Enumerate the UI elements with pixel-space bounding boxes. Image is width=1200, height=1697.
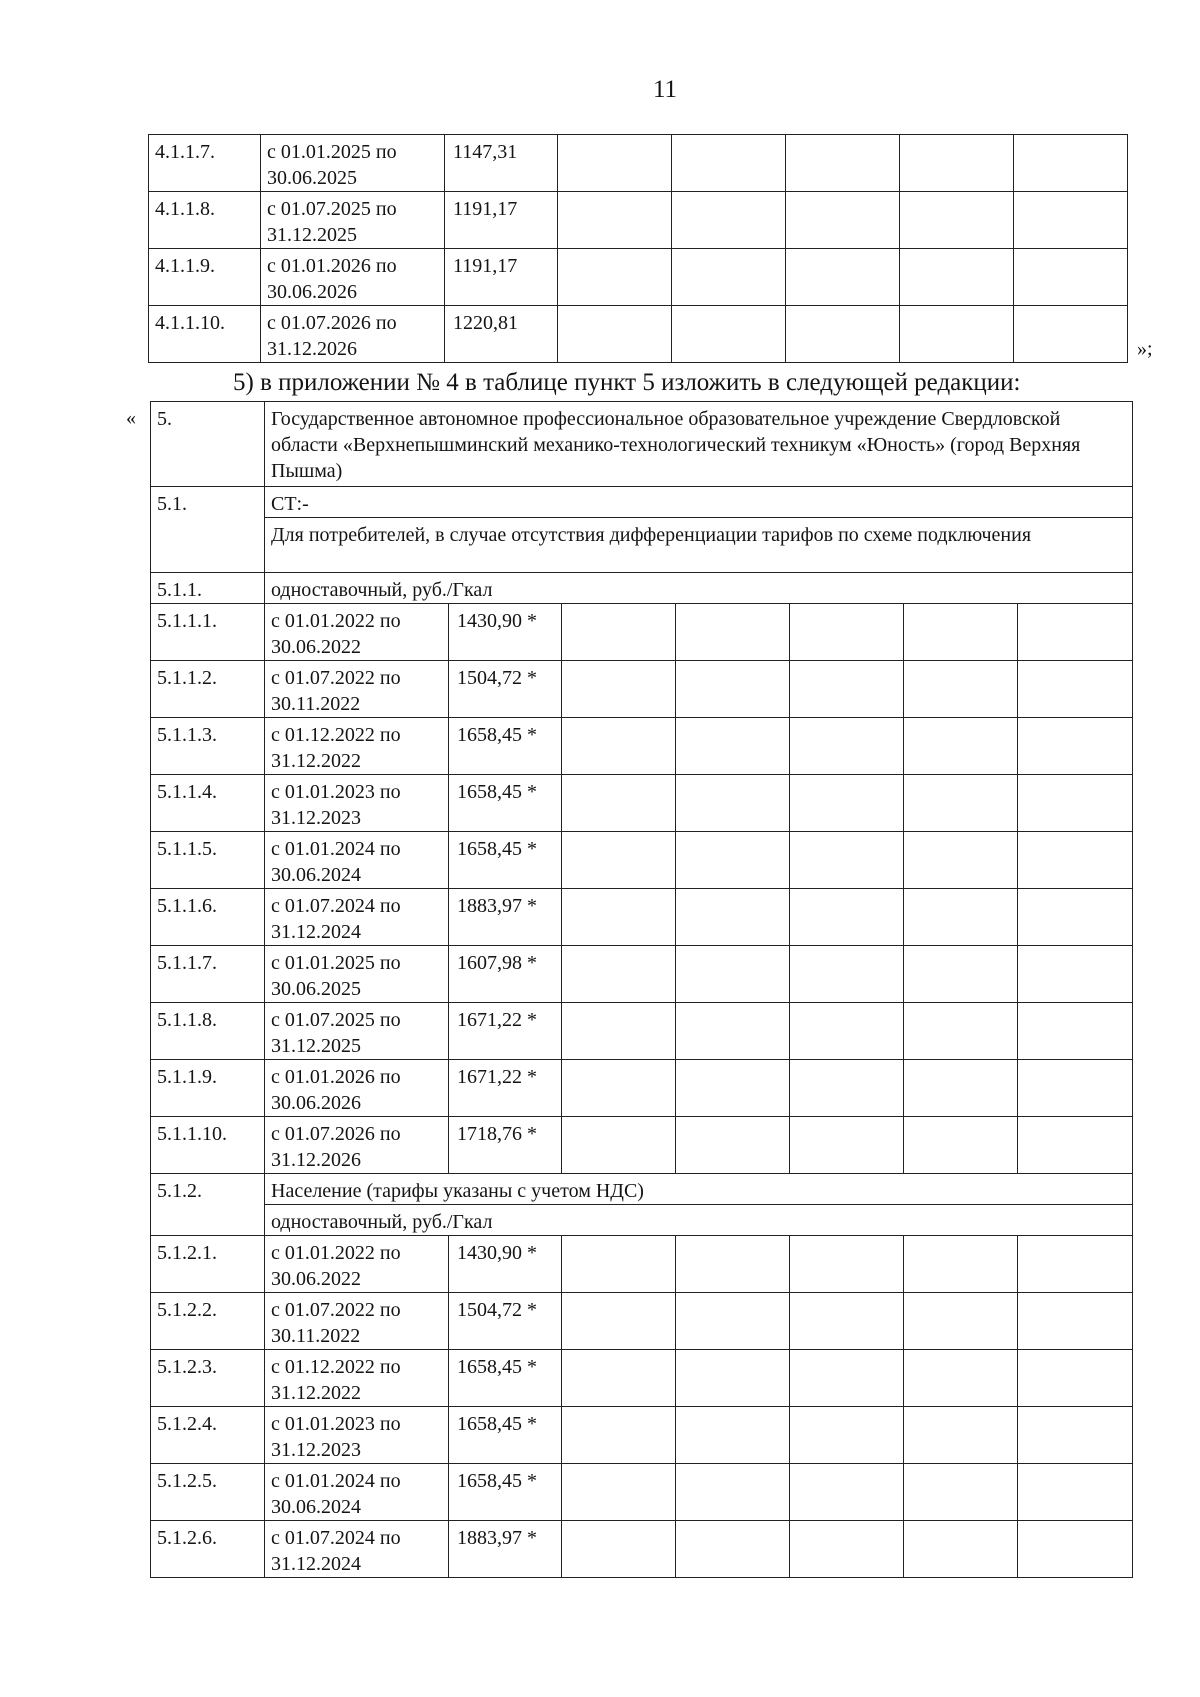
row-number: 5.1.1.4. (151, 775, 265, 832)
table-row (151, 832, 1133, 889)
subsection-row (151, 1174, 1133, 1205)
row-number: 4.1.1.7. (149, 135, 261, 192)
row-period: с 01.07.2025 по 31.12.2025 (261, 192, 445, 249)
row-value: 1658,45 * (449, 718, 562, 775)
row-value: 1658,45 * (449, 1350, 562, 1407)
table-row (151, 1464, 1133, 1521)
row-value: 1883,97 * (449, 889, 562, 946)
row-period: с 01.01.2024 по 30.06.2024 (265, 1464, 449, 1521)
row-number: 4.1.1.9. (149, 249, 261, 306)
subsection-sub-row (151, 1205, 1133, 1236)
row-period: с 01.01.2024 по 30.06.2024 (265, 832, 449, 889)
row-value: 1220,81 (445, 306, 558, 363)
row-value: 1504,72 * (449, 661, 562, 718)
row-period: с 01.07.2024 по 31.12.2024 (265, 1521, 449, 1578)
row-value: 1658,45 * (449, 832, 562, 889)
row-value: 1658,45 * (449, 1464, 562, 1521)
org-row (151, 402, 1133, 487)
table-row (151, 1407, 1133, 1464)
row-number: 5.1.1.2. (151, 661, 265, 718)
section-number: 5.1. (151, 487, 265, 573)
table-row (149, 249, 1128, 306)
table-row (151, 604, 1133, 661)
row-number: 5.1.2.3. (151, 1350, 265, 1407)
row-period: с 01.01.2022 по 30.06.2022 (265, 604, 449, 661)
row-number: 5.1.1.1. (151, 604, 265, 661)
section-desc-row (151, 518, 1133, 573)
row-value: 1191,17 (445, 249, 558, 306)
tariff-table-continued (148, 134, 1128, 363)
row-number: 5.1.1.3. (151, 718, 265, 775)
table-row (149, 135, 1128, 192)
row-period: с 01.07.2022 по 30.11.2022 (265, 661, 449, 718)
row-number: 5.1.2.2. (151, 1293, 265, 1350)
row-value: 1658,45 * (449, 775, 562, 832)
table-row (151, 1060, 1133, 1117)
row-period: с 01.12.2022 по 31.12.2022 (265, 718, 449, 775)
table-row (151, 946, 1133, 1003)
table-row (151, 1003, 1133, 1060)
row-period: с 01.01.2026 по 30.06.2026 (265, 1060, 449, 1117)
row-period: с 01.01.2022 по 30.06.2022 (265, 1236, 449, 1293)
row-number: 4.1.1.8. (149, 192, 261, 249)
subsection-label: Население (тарифы указаны с учетом НДС) (265, 1174, 1133, 1205)
subsection-sub-label: одноставочный, руб./Гкал (265, 1205, 1133, 1236)
table-row (151, 1293, 1133, 1350)
row-period: с 01.07.2022 по 30.11.2022 (265, 1293, 449, 1350)
row-period: с 01.01.2023 по 31.12.2023 (265, 775, 449, 832)
subsection-number: 5.1.2. (151, 1174, 265, 1236)
row-value: 1430,90 * (449, 1236, 562, 1293)
row-number: 5.1.2.1. (151, 1236, 265, 1293)
table-row (151, 718, 1133, 775)
row-period: с 01.01.2023 по 31.12.2023 (265, 1407, 449, 1464)
row-value: 1658,45 * (449, 1407, 562, 1464)
row-period: с 01.01.2025 по 30.06.2025 (261, 135, 445, 192)
row-number: 5.1.1.5. (151, 832, 265, 889)
table-row (149, 192, 1128, 249)
table-row (151, 1350, 1133, 1407)
row-period: с 01.07.2024 по 31.12.2024 (265, 889, 449, 946)
opening-quote: « (126, 407, 136, 429)
table-row (149, 306, 1128, 363)
table-row (151, 1117, 1133, 1174)
table-row (151, 1236, 1133, 1293)
row-value: 1671,22 * (449, 1060, 562, 1117)
row-value: 1430,90 * (449, 604, 562, 661)
row-value: 1191,17 (445, 192, 558, 249)
subsection-number: 5.1.1. (151, 573, 265, 604)
closing-quote: »; (1137, 338, 1153, 360)
table-row (151, 661, 1133, 718)
row-value: 1718,76 * (449, 1117, 562, 1174)
subsection-row (151, 573, 1133, 604)
row-number: 4.1.1.10. (149, 306, 261, 363)
org-name: Государственное автономное профессиональное образовательное учреждение Свердловской области «Верхнепышминский механико-технологический техникум «Юность» (город Верхняя Пышма) (265, 402, 1133, 487)
subsection-label: одноставочный, руб./Гкал (265, 573, 1133, 604)
row-number: 5.1.1.6. (151, 889, 265, 946)
row-value: 1607,98 * (449, 946, 562, 1003)
row-value: 1883,97 * (449, 1521, 562, 1578)
row-period: с 01.07.2026 по 31.12.2026 (265, 1117, 449, 1174)
amendment-heading: 5) в приложении № 4 в таблице пункт 5 изложить в следующей редакции: (233, 369, 1021, 396)
table-row (151, 889, 1133, 946)
row-period: с 01.01.2026 по 30.06.2026 (261, 249, 445, 306)
row-number: 5.1.1.10. (151, 1117, 265, 1174)
row-period: с 01.01.2025 по 30.06.2025 (265, 946, 449, 1003)
table-row (151, 775, 1133, 832)
row-number: 5.1.1.9. (151, 1060, 265, 1117)
section-description: Для потребителей, в случае отсутствия дифференциации тарифов по схеме подключения (265, 518, 1133, 573)
row-number: 5.1.2.6. (151, 1521, 265, 1578)
row-value: 1504,72 * (449, 1293, 562, 1350)
section-row (151, 487, 1133, 518)
org-number: 5. (151, 402, 265, 487)
page-number: 11 (652, 76, 678, 103)
row-number: 5.1.2.5. (151, 1464, 265, 1521)
row-value: 1671,22 * (449, 1003, 562, 1060)
row-number: 5.1.1.8. (151, 1003, 265, 1060)
tariff-table-item-5 (150, 401, 1133, 1578)
table-row (151, 1521, 1133, 1578)
row-value: 1147,31 (445, 135, 558, 192)
section-label: СТ:- (265, 487, 1133, 518)
row-number: 5.1.1.7. (151, 946, 265, 1003)
row-period: с 01.07.2026 по 31.12.2026 (261, 306, 445, 363)
row-period: с 01.07.2025 по 31.12.2025 (265, 1003, 449, 1060)
row-number: 5.1.2.4. (151, 1407, 265, 1464)
row-period: с 01.12.2022 по 31.12.2022 (265, 1350, 449, 1407)
